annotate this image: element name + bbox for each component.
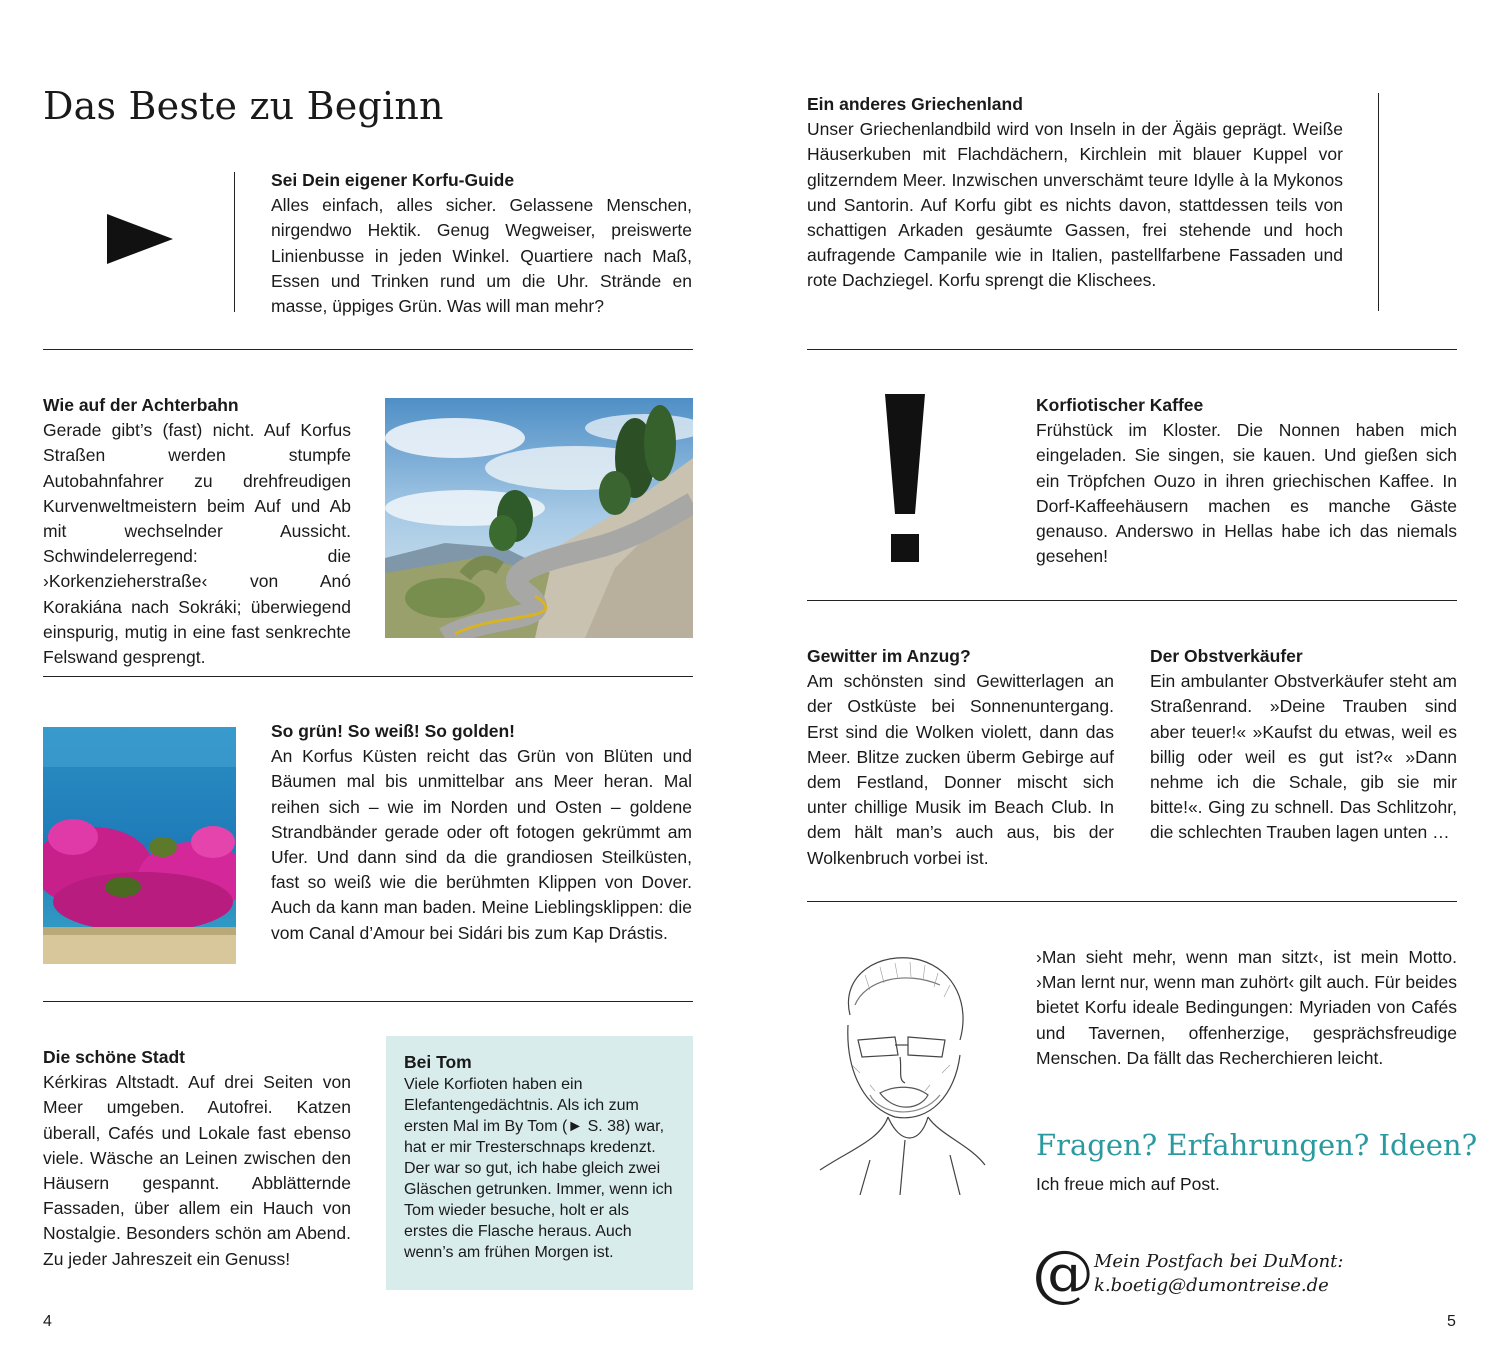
section-heading: Wie auf der Achterbahn: [43, 395, 239, 415]
section-obst: [1150, 644, 1457, 846]
section-heading: Sei Dein eigener Korfu-Guide: [271, 170, 515, 190]
play-triangle-icon: [107, 214, 173, 264]
tip-text: Viele Korfioten haben ein Elefantengedächtnis. Als ich zum ersten Mal im By Tom (► S. 38) war, hat er mir Tresterschnaps kredenzt. Der war so gut, ich habe gleich zwei Gläschen getrunken. Immer, wenn ich Tom wieder besuche, holt er als erstes die Flasche heraus. Auch wenn’s am frühen Morgen ist.: [404, 1076, 673, 1261]
section-text: Gerade gibt’s (fast) nicht. Auf Korfus Straßen werden stumpfe Autobahnfahrer zu drehfreudigen Kurvenweltmeistern beim Auf und Ab mit wechselnder Aussicht. Schwindelerregend: die ›Korkenzieherstraße‹ von Anó Korakiána nach Sokráki; überwiegend einspurig, mutig in eine fast senkrechte Felswand gesprengt.: [43, 420, 351, 668]
section-text: Ein ambulanter Obstverkäufer steht am Straßenrand. »Deine Trauben sind aber teuer!« »Kaufst du etwas, weil es billig oder weil es gut ist?« »Dann nehme ich die Schale, gib sie mir bitte!«. Ging zu schnell. Das Schlitzohr, die schlechten Trauben lagen unten …: [1150, 671, 1457, 843]
section-text: Frühstück im Kloster. Die Nonnen haben mich eingeladen. Sie singen, sie kauen. Und gießen sich ein Tröpfchen Ouzo in ihren griechischen Kaffee. In Dorf-Kaffeehäusern machen es manche Gäste genauso. Anderswo in Hellas habe ich das niemals gesehen!: [1036, 420, 1457, 567]
section-guide: [271, 168, 692, 319]
section-achterbahn: [43, 393, 351, 670]
page-number-right: 5: [1447, 1313, 1456, 1330]
tip-heading: Bei Tom: [404, 1052, 472, 1072]
contact-question: Fragen? Erfahrungen? Ideen?: [1036, 1128, 1478, 1162]
section-heading: Gewitter im Anzug?: [807, 646, 971, 666]
section-heading: So grün! So weiß! So golden!: [271, 721, 516, 741]
contact-invite: Ich freue mich auf Post.: [1036, 1174, 1220, 1194]
divider: [807, 901, 1457, 902]
email-link[interactable]: k.boetig@dumontreise.de: [1094, 1275, 1329, 1296]
divider: [807, 600, 1457, 601]
divider: [43, 349, 693, 350]
mailbox: [1094, 1250, 1343, 1298]
author-portrait-sketch: [810, 945, 990, 1195]
section-text: Unser Griechenlandbild wird von Inseln in der Ägäis geprägt. Weiße Häuserkuben mit Flachdächern, Kirchlein mit blauer Kuppel vor glitzerndem Meer. Inzwischen unverschämt teure Idylle à la Mykonos und Santorin. Auf Korfu gibt es nichts davon, stattdessen teils von schattigen Arkaden gesäumte Gassen, frei stehende und hoch aufragende Campanile wie in Italien, pastellfarbene Fassaden und rote Dachziegel. Korfu sprengt die Klischees.: [807, 119, 1343, 291]
section-text: Kérkiras Altstadt. Auf drei Seiten von Meer umgeben. Autofrei. Katzen überall, Cafés und Lokale fast ebenso viele. Wäsche an Leinen zwischen den Häusern gespannt. Abblätternde Fassaden, über allem ein Hauch von Nostalgie. Besonders schön am Abend. Zu jeder Jahreszeit ein Genuss!: [43, 1072, 351, 1269]
tip-box-tom: [386, 1036, 693, 1290]
section-text: An Korfus Küsten reicht das Grün von Blüten und Bäumen mal bis unmittelbar ans Meer heran. Mal reihen sich – wie im Norden und Osten – goldene Strandbänder gerade oder oft fotogen gekrümmt am Ufer. Und dann sind da die grandiosen Steilküsten, fast so weiß wie die berühmten Klippen von Dover. Auch da kann man baden. Meine Lieblingsklippen: die vom Canal d’Amour bei Sidári bis zum Kap Drástis.: [271, 746, 692, 943]
page-title: Das Beste zu Beginn: [43, 84, 444, 128]
section-stadt: [43, 1045, 351, 1272]
divider: [807, 349, 1457, 350]
author-text: ›Man sieht mehr, wenn man sitzt‹, ist mein Motto. ›Man lernt nur, wenn man zuhört‹ gilt auch. Für beides bietet Korfu ideale Bedingungen: Myriaden von Cafés und Tavernen, offenherzige, gesprächsfreudige Menschen. Da fällt das Recherchieren leicht.: [1036, 947, 1457, 1068]
section-text: Alles einfach, alles sicher. Gelassene Menschen, nirgendwo Hektik. Genug Wegweiser, preiswerte Linienbusse in jeden Winkel. Quartiere nach Maß, Essen und Trinken rund um die Uhr. Strände en masse, üppiges Grün. Was will man mehr?: [271, 195, 692, 317]
vertical-divider: [1378, 93, 1379, 311]
divider: [43, 1001, 693, 1002]
page-number-left: 4: [43, 1313, 52, 1330]
section-heading: Ein anderes Griechenland: [807, 94, 1023, 114]
section-gewitter: [807, 644, 1114, 871]
author-intro: [1036, 945, 1457, 1071]
exclamation-mark-icon: [881, 394, 929, 564]
section-heading: Korfiotischer Kaffee: [1036, 395, 1204, 415]
vertical-divider: [234, 172, 235, 312]
photo-mountain-road: [385, 398, 693, 638]
section-text: Am schönsten sind Gewitterlagen an der Ostküste bei Sonnenuntergang. Erst sind die Wolken violett, dann das Meer. Blitze zucken überm Gebirge auf dem Festland, Donner mischt sich unter chillige Musik im Beach Club. In dem hält man’s auch aus, bis der Wolkenbruch vorbei ist.: [807, 671, 1114, 868]
section-griechenland: [807, 92, 1343, 294]
divider: [43, 676, 693, 677]
section-gruen: [271, 719, 692, 946]
section-heading: Der Obstverkäufer: [1150, 646, 1303, 666]
section-kaffee: [1036, 393, 1457, 569]
section-heading: Die schöne Stadt: [43, 1047, 185, 1067]
photo-bougainvillea-sea: [43, 727, 236, 964]
at-sign-icon: @: [1032, 1236, 1094, 1309]
mailbox-label: Mein Postfach bei DuMont:: [1094, 1251, 1344, 1272]
